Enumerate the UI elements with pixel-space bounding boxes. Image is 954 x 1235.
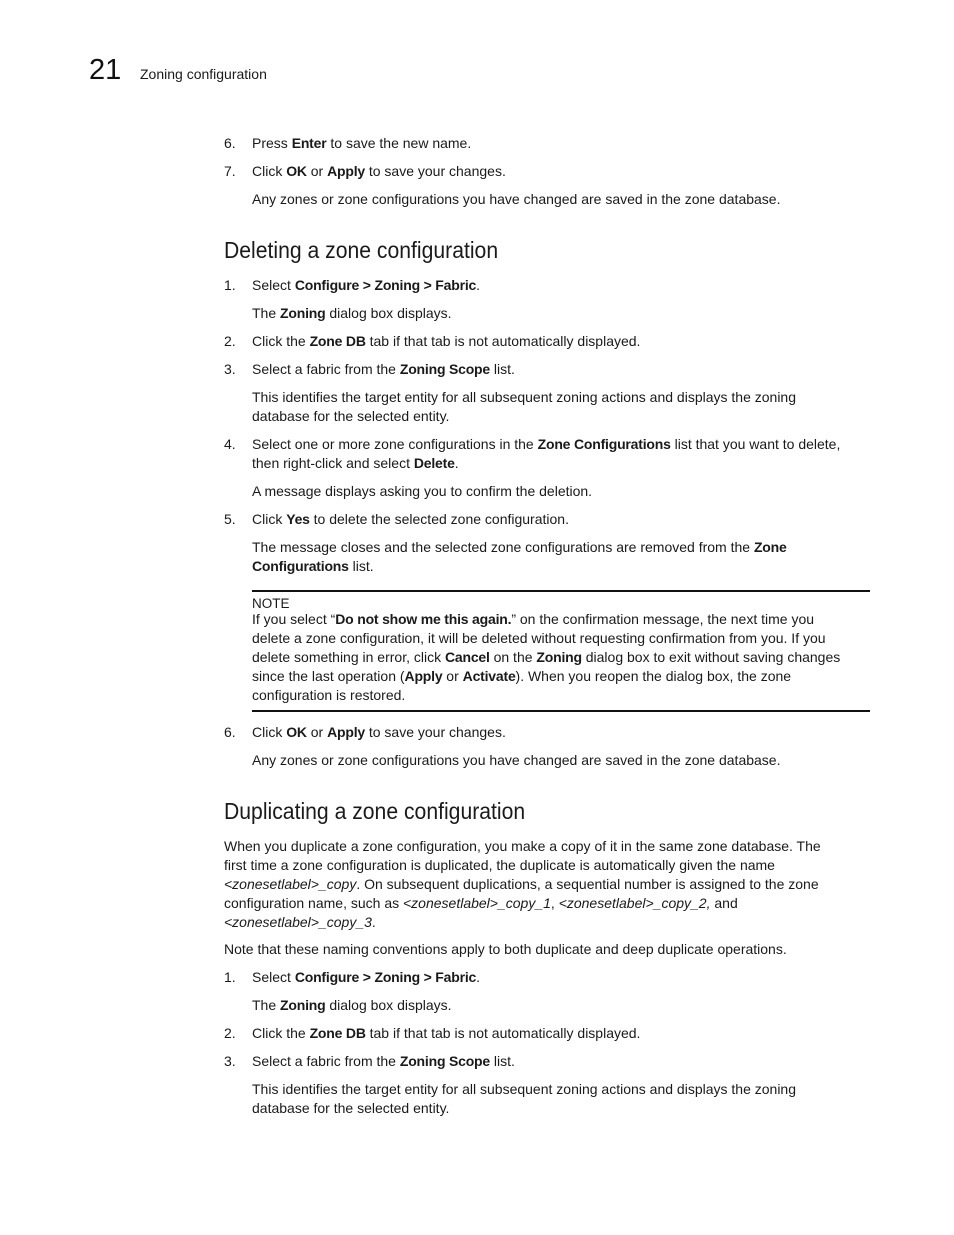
step-result: A message displays asking you to confirm the deletion. [252,483,593,499]
note-bottom-rule [252,710,870,712]
note-label: NOTE [252,596,290,611]
note-top-rule [252,590,870,592]
ui-ok: OK [286,163,307,179]
menu-path: Configure > Zoning > Fabric [294,277,477,293]
intro-paragraph: When you duplicate a zone configuration, you make a copy of it in the same zone database. The first time a zone configuration is duplicated, the duplicate is automatically given the name <zonesetlabel>_copy. On subsequent duplications, a sequential number is assigned to the zone configuration name, such as <zonesetlabel>_copy_1, <zonesetlabel>_copy_2, and <zonesetlabel>_copy_3. [224,838,821,930]
step-result: Any zones or zone configurations you have changed are saved in the zone database. [252,752,781,768]
ui-key: Enter [291,135,327,151]
step-result: The message closes and the selected zone configurations are removed from the Zone Configurations list. [252,539,787,574]
step-result: Any zones or zone configurations you have changed are saved in the zone database. [252,191,781,207]
step-result: The Zoning dialog box displays. [252,997,452,1013]
step-result: This identifies the target entity for all subsequent zoning actions and displays the zoning database for the selected entity. [252,389,796,424]
ui-apply: Apply [327,163,365,179]
chapter-title: Zoning configuration [140,66,267,82]
menu-path: Configure > Zoning > Fabric [294,969,477,985]
section-heading: Duplicating a zone configuration [224,798,526,824]
step-result: This identifies the target entity for all subsequent zoning actions and displays the zoning database for the selected entity. [252,1081,796,1116]
paragraph: Note that these naming conventions apply to both duplicate and deep duplicate operations. [224,941,787,957]
step-number: 6. [224,135,236,151]
step-result: The Zoning dialog box displays. [252,305,452,321]
section-heading: Deleting a zone configuration [224,237,499,263]
chapter-number: 21 [89,54,122,86]
step-number: 7. [224,163,236,179]
note-body: If you select “Do not show me this again.” on the confirmation message, the next time you delete a zone configuration, it will be deleted without requesting confirmation from you. If you delete something in error, click Cancel on the Zoning dialog box to exit without saving changes since the last operation (Apply or Activate). When you reopen the dialog box, the zone configuration is restored. [252,611,841,703]
